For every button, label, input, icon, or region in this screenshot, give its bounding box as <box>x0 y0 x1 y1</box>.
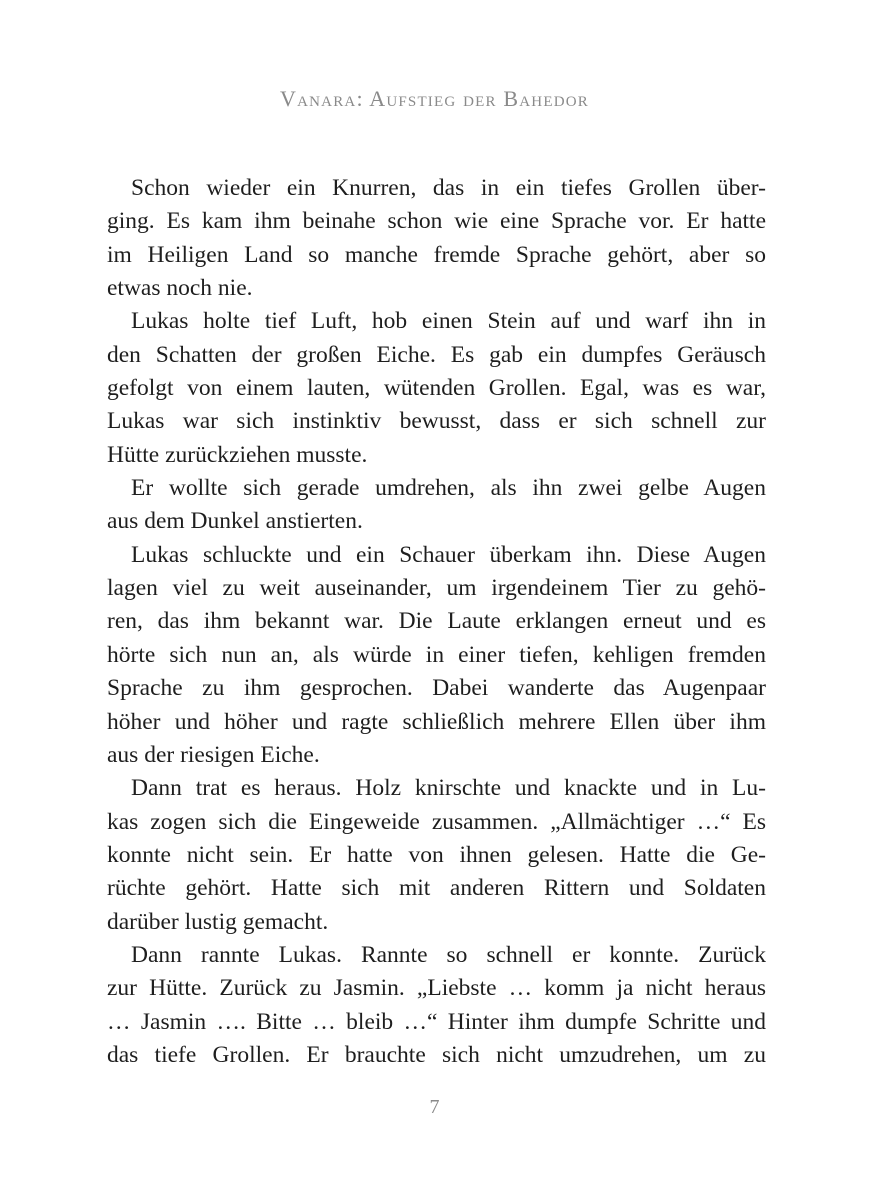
text-line: Hütte zurückziehen musste. <box>107 441 368 468</box>
paragraph <box>107 172 766 305</box>
text-line: konnte nicht sein. Er hatte von ihnen gelesen. Hatte die Ge- <box>107 841 766 868</box>
text-line: im Heiligen Land so manche fremde Sprache gehört, aber so <box>107 241 766 268</box>
text-line: Lukas holte tief Luft, hob einen Stein auf und warf ihn in <box>131 308 766 335</box>
text-line: zur Hütte. Zurück zu Jasmin. „Liebste … komm ja nicht heraus <box>107 975 766 1002</box>
text-line: rüchte gehört. Hatte sich mit anderen Rittern und Soldaten <box>107 875 766 902</box>
text-line: das tiefe Grollen. Er brauchte sich nicht umzudrehen, um zu <box>107 1041 766 1068</box>
text-line: Er wollte sich gerade umdrehen, als ihn zwei gelbe Augen <box>131 475 766 502</box>
paragraph <box>107 772 766 939</box>
text-line: hörte sich nun an, als würde in einer tiefen, kehligen fremden <box>107 641 766 668</box>
paragraph <box>107 305 766 472</box>
text-line: Dann rannte Lukas. Rannte so schnell er konnte. Zurück <box>131 941 766 968</box>
text-line: den Schatten der großen Eiche. Es gab ein dumpfes Geräusch <box>107 341 766 368</box>
paragraph <box>107 939 766 1072</box>
text-line: höher und höher und ragte schließlich mehrere Ellen über ihm <box>107 708 766 735</box>
text-line: Schon wieder ein Knurren, das in ein tiefes Grollen über- <box>131 175 766 201</box>
text-line: ren, das ihm bekannt war. Die Laute erklangen erneut und es <box>107 608 766 635</box>
text-line: lagen viel zu weit auseinander, um irgendeinem Tier zu gehö- <box>107 575 766 602</box>
text-line: Lukas schluckte und ein Schauer überkam ihn. Diese Augen <box>131 541 766 568</box>
text-line: Lukas war sich instinktiv bewusst, dass er sich schnell zur <box>107 408 766 435</box>
text-line: darüber lustig gemacht. <box>107 908 329 935</box>
text-line: kas zogen sich die Eingeweide zusammen. „Allmächtiger …“ Es <box>107 808 766 835</box>
text-line: gefolgt von einem lauten, wütenden Grollen. Egal, was es war, <box>107 375 766 402</box>
page-number: 7 <box>429 1096 440 1118</box>
running-header: Vanara: Aufstieg der Bahedor <box>280 86 589 111</box>
text-line: aus dem Dunkel anstierten. <box>107 508 363 535</box>
text-line: Sprache zu ihm gesprochen. Dabei wanderte das Augenpaar <box>107 675 766 702</box>
text-line: Dann trat es heraus. Holz knirschte und knackte und in Lu- <box>131 775 766 802</box>
body-text <box>107 172 766 1072</box>
paragraph <box>107 539 766 772</box>
paragraph <box>107 472 766 539</box>
text-line: aus der riesigen Eiche. <box>107 741 320 768</box>
text-line: … Jasmin …. Bitte … bleib …“ Hinter ihm dumpfe Schritte und <box>107 1008 766 1035</box>
text-line: ging. Es kam ihm beinahe schon wie eine Sprache vor. Er hatte <box>107 208 766 235</box>
text-line: etwas noch nie. <box>107 275 253 302</box>
